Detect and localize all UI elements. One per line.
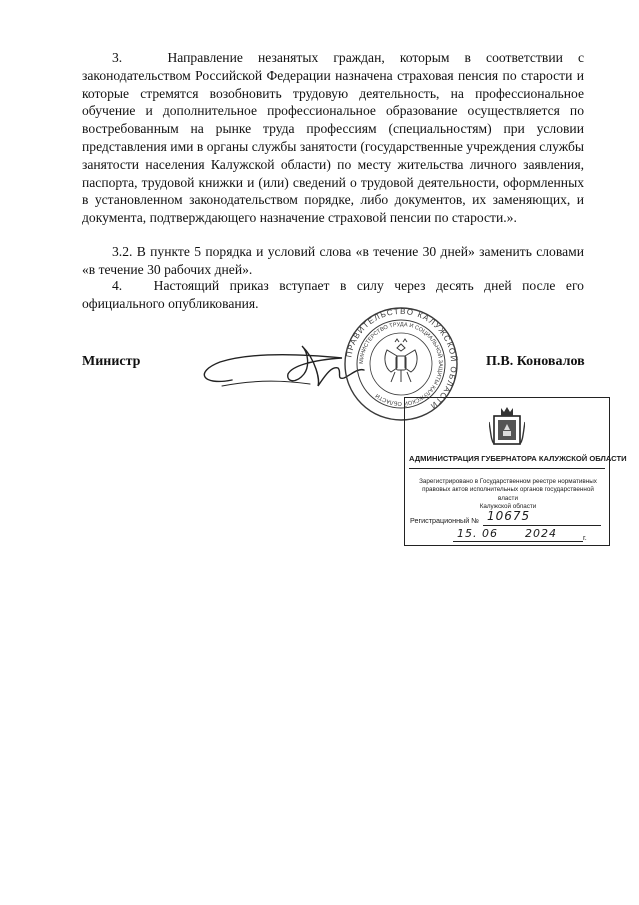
registration-day-month: 15. 06 — [457, 527, 498, 540]
year-suffix: г. — [583, 533, 587, 542]
eagle-emblem-icon — [385, 339, 417, 382]
number-underline — [483, 525, 601, 526]
coat-of-arms-icon — [489, 404, 525, 448]
stamp-title: АДМИНИСТРАЦИЯ ГУБЕРНАТОРА КАЛУЖСКОЙ ОБЛАСТИ — [409, 454, 627, 463]
paragraph-3 — [82, 49, 584, 227]
stamp-subtitle-line: Зарегистрировано в Государственном реестре нормативных — [419, 478, 597, 485]
signer-name: П.В. Коновалов — [486, 354, 585, 369]
seal-outer-text: ПРАВИТЕЛЬСТВО КАЛУЖСКОЙ ОБЛАСТИ — [344, 306, 459, 412]
registration-year: 2024 — [524, 527, 557, 540]
stamp-subtitle-line: Калужской области — [479, 503, 537, 511]
paragraph-number: 3.2. — [112, 244, 133, 259]
paragraph-number: 4. — [112, 278, 123, 293]
registration-stamp — [404, 397, 627, 546]
registration-date-value — [457, 527, 557, 540]
stamp-divider — [409, 468, 605, 469]
registration-number-value: 10675 — [487, 509, 531, 523]
signer-position: Министр — [82, 354, 141, 369]
registration-number-label: Регистрационный № — [410, 516, 479, 525]
paragraph-number: 3. — [112, 50, 123, 65]
paragraph-4 — [82, 277, 584, 313]
paragraph-3-2 — [82, 243, 584, 279]
stamp-subtitle-line: правовых актов исполнительных органов государственной власти — [422, 486, 594, 502]
paragraph-text: Настоящий приказ вступает в силу через десять дней после его официального опубликования. — [82, 278, 584, 311]
seal-inner-text: МИНИСТЕРСТВО ТРУДА И СОЦИАЛЬНОЙ ЗАЩИТЫ КАЛУЖСКОЙ ОБЛАСТИ — [358, 321, 444, 407]
paragraph-text: В пункте 5 порядка и условий слова «в течение 30 дней» заменить словами «в течение 30 рабочих дней». — [82, 244, 585, 277]
paragraph-text: Направление незанятых граждан, которым в соответствии с законодательством Российской Федерации назначена страховая пенсия по старости и которые стремятся возобновить трудовую деятельность, на профессиональное обучение и дополнительное профессиональное образование осуществляется по востребованным на рынке труда профессиям (специальностям) при условии представления ими в органы службы занятости (государственные учреждения службы занятости населения Калужской области) по месту жительства личного заявления, паспорта, трудовой книжки и (или) сведений о трудовой деятельности, оформленных в установленном законодательством порядке, либо документов, их заменяющих, и документа, подтверждающего назначение страховой пенсии по старости.». — [82, 50, 584, 226]
stamp-subtitle — [413, 478, 603, 512]
date-underline — [453, 541, 583, 542]
